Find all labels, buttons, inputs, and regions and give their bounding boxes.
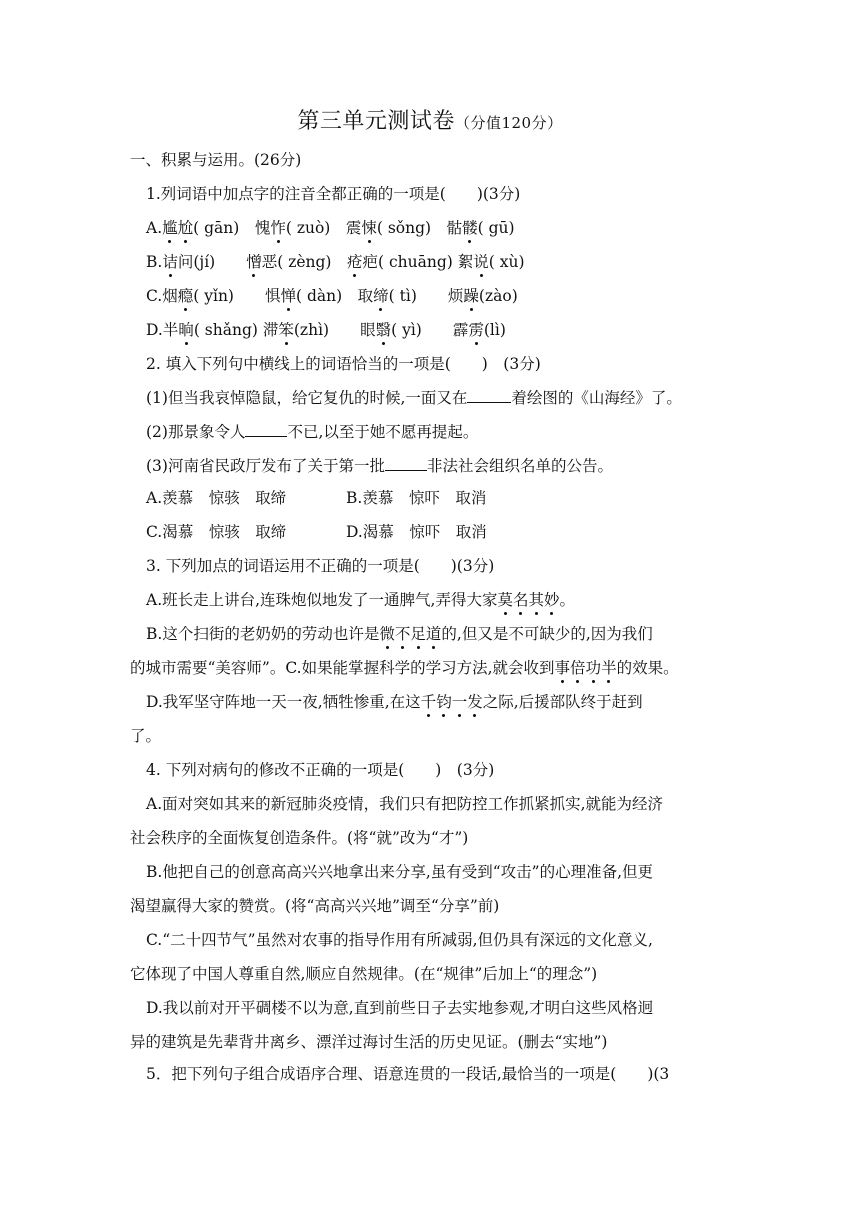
page-title	[0, 104, 860, 135]
q3-option-d-line2: 了。	[130, 727, 162, 745]
text-segment: (lì)	[483, 321, 506, 339]
dotted-char: 不	[394, 625, 411, 643]
q1-option-a	[146, 218, 515, 238]
dotted-char: 怍	[270, 219, 286, 237]
dotted-char: 疮	[346, 253, 363, 271]
dotted-char: 千	[420, 693, 437, 711]
dotted-char: 躁	[463, 287, 479, 305]
text-segment: ( tì) 烦	[388, 287, 464, 305]
text-segment: ( dàn) 取	[295, 287, 374, 305]
q2-sentence-2	[146, 422, 478, 442]
q4-stem: 4. 下列对病句的修改不正确的一项是( ) (3分)	[146, 761, 495, 779]
dotted-char: 半	[601, 659, 617, 677]
dotted-char: 憎	[246, 253, 262, 271]
text-segment: 着绘图的《山海经》了。	[511, 389, 682, 407]
dotted-char: 微	[379, 625, 395, 643]
text-segment: ( gū)	[477, 219, 515, 237]
title-main: 第三单元测试卷	[297, 109, 455, 134]
q4-option-c-line1: C.“二十四节气”虽然对农事的指导作用有所减弱,但仍具有深远的文化意义,	[146, 931, 653, 949]
text-segment: B.	[146, 253, 163, 271]
q2-blank-3	[385, 456, 427, 471]
text-segment: ( xù)	[488, 253, 525, 271]
q2-option-a: A.羡慕 惊骇 取缔	[146, 489, 287, 507]
text-segment: (1)但当我哀悼隐鼠，给它复仇的时候,一面又在	[146, 389, 468, 407]
q4-option-d-line1: D.我以前对开平碉楼不以为意,直到前些日子去实地参观,才明白这些风格迥	[146, 999, 654, 1017]
dotted-char: 倍	[570, 659, 586, 677]
q2-option-d: D.渴慕 惊吓 取消	[346, 523, 487, 541]
section-heading: 一、积累与运用。(26分)	[130, 151, 302, 169]
q4-option-c-line2: 它体现了中国人尊重自然,顺应自然规律。(在“规律”后加上“的理念”)	[130, 965, 598, 983]
dotted-char: 事	[554, 659, 571, 677]
q2-sentence-3	[146, 456, 613, 476]
text-segment: ( yì) 霹	[391, 321, 469, 339]
dotted-char: 诘	[162, 253, 178, 271]
dotted-char: 翳	[375, 321, 392, 339]
text-segment: B.这个扫街的老奶奶的劳动也许是	[146, 625, 380, 643]
dotted-char: 晌	[178, 321, 194, 339]
text-segment: D.半	[146, 321, 179, 339]
dotted-char: 尴	[162, 219, 178, 237]
q2-stem: 2. 填入下列句中横线上的词语恰当的一项是( ) (3分)	[146, 355, 541, 373]
dotted-char: 惮	[280, 287, 296, 305]
q3-option-a	[146, 590, 575, 610]
text-segment: ( gān) 愧	[193, 219, 271, 237]
dotted-char: 一	[451, 693, 468, 711]
q2-sentence-1	[146, 388, 682, 408]
text-segment: 疤( chuāng) 絮	[362, 253, 474, 271]
dotted-char: 尬	[177, 219, 194, 237]
dotted-char: 名	[513, 591, 529, 609]
text-segment: 的城市需要“美容师”。C.如果能掌握科学的学习方法,就会收到	[130, 659, 555, 677]
text-segment: 的效果。	[616, 659, 679, 677]
q1-stem: 1.列词语中加点字的注音全都正确的一项是( )(3分)	[146, 185, 521, 203]
text-segment: 恶( zèng)	[261, 253, 347, 271]
q4-option-a-line2: 社会秩序的全面恢复创造条件。(将“就”改为“才”)	[130, 829, 469, 847]
text-segment: ( zuò) 震	[285, 219, 362, 237]
dotted-char: 缔	[373, 287, 389, 305]
dotted-char: 雳	[468, 321, 484, 339]
q4-option-b-line2: 渴望赢得大家的赞赏。(将“高高兴兴地”调至“分享”前)	[130, 897, 500, 915]
text-segment: 的,但又是不可缺少的,因为我们	[441, 625, 653, 643]
q1-option-d	[146, 320, 506, 340]
q4-option-b-line1: B.他把自己的创意高高兴兴地拿出来分享,虽有受到“攻击”的心理准备,但更	[146, 863, 654, 881]
text-segment: A.班长走上讲台,连珠炮似地发了一通脾气,弄得大家	[146, 591, 498, 609]
q4-option-d-line2: 异的建筑是先辈背井离乡、漂洋过海讨生活的历史见证。(删去“实地”)	[130, 1033, 608, 1051]
text-segment: 问(jí)	[177, 253, 247, 271]
text-segment: 。	[559, 591, 576, 609]
dotted-char: 悚	[361, 219, 377, 237]
q3-option-b-line2	[130, 658, 679, 678]
text-segment: C.烟	[146, 287, 178, 305]
q1-option-b	[146, 252, 525, 272]
q2-option-b: B.羡慕 惊吓 取消	[346, 489, 487, 507]
dotted-char: 髅	[462, 219, 478, 237]
dotted-char: 钧	[436, 693, 452, 711]
text-segment: (zào)	[478, 287, 518, 305]
dotted-char: 说	[473, 253, 489, 271]
dotted-char: 瘾	[177, 287, 194, 305]
q3-stem: 3. 下列加点的词语运用不正确的一项是( )(3分)	[146, 557, 495, 575]
dotted-char: 功	[585, 659, 602, 677]
dotted-char: 其	[528, 591, 545, 609]
dotted-char: 妙	[544, 591, 560, 609]
dotted-char: 足	[410, 625, 426, 643]
q3-option-b-line1	[146, 624, 653, 644]
q5-stem: 5．把下列句子组合成语序合理、语意连贯的一段话,最恰当的一项是( )(3	[146, 1065, 670, 1083]
dotted-char: 道	[425, 625, 442, 643]
text-segment: (2)那景象令人	[146, 423, 246, 441]
text-segment: A.	[146, 219, 163, 237]
q4-option-a-line1: A.面对突如其来的新冠肺炎疫情，我们只有把防控工作抓紧抓实,就能为经济	[146, 795, 664, 813]
text-segment: 之际,后援部队终于赶到	[482, 693, 643, 711]
q3-option-d-line1	[146, 692, 643, 712]
title-score-note: （分值120分）	[454, 114, 563, 132]
text-segment: 不已,以至于她不愿再提起。	[287, 423, 479, 441]
text-segment: ( sǒng) 骷	[376, 219, 463, 237]
q2-option-c: C.渴慕 惊骇 取缔	[146, 523, 287, 541]
text-segment: (zhì) 眼	[293, 321, 376, 339]
text-segment: ( shǎng) 滞	[193, 321, 279, 339]
q1-option-c	[146, 286, 518, 306]
q2-blank-1	[467, 388, 511, 403]
dotted-char: 发	[467, 693, 483, 711]
text-segment: ( yǐn) 惧	[193, 287, 281, 305]
dotted-char: 莫	[497, 591, 513, 609]
dotted-char: 笨	[278, 321, 294, 339]
text-segment: 非法社会组织名单的公告。	[426, 457, 613, 475]
q2-blank-2	[245, 422, 287, 437]
text-segment: D.我军坚守阵地一天一夜,牺牲惨重,在这	[146, 693, 421, 711]
text-segment: (3)河南省民政厅发布了关于第一批	[146, 457, 385, 475]
